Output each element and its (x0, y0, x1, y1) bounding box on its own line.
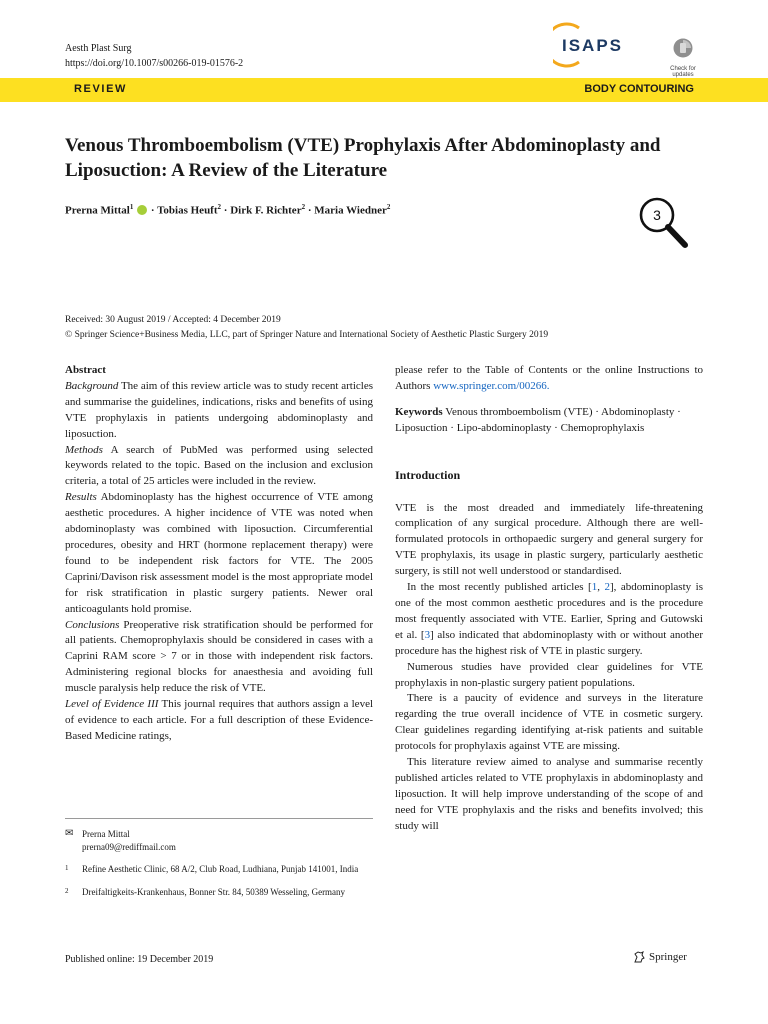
intro-paragraph: VTE is the most dreaded and immediately life-threatening complication of any surgical procedure. Although there are well-formulated protocols in orthopaedic surgery and general surgery for VTE prophylaxis, its usage in plastic surgery, particularly aesthetic surgery, is still not well understood or standardised. (395, 501, 703, 578)
author-affiliation-mark: 1 (129, 203, 134, 211)
level-of-evidence-magnifier-icon (630, 193, 696, 255)
abstract-background: Background The aim of this review article was to study recent articles and summarise the guidelines, indications, risks and benefits of using VTE prophylaxis in patients undergoing abdominoplasty and liposuction. (65, 379, 373, 440)
article-title: Venous Thromboembolism (VTE) Prophylaxis After Abdominoplasty and Liposuction: A Review of the Literature (65, 135, 661, 181)
affiliation-footnote (65, 863, 365, 876)
abstract-methods: Methods A search of PubMed was performed using selected keywords related to the topic. Based on the inclusion and exclusion criteria, a total of 25 articles were included in the review. (65, 443, 373, 488)
affiliation-text: Refine Aesthetic Clinic, 68 A/2, Club Road, Ludhiana, Punjab 141001, India (82, 864, 359, 874)
abstract-results: Results Abdominoplasty has the highest occurrence of VTE among aesthetic procedures. A higher incidence of VTE was noted when abdominoplasty was combined with liposuction. Circumferential procedures, obesity and HRT (hormone replacement therapy) were found to be independent risk factors for VTE. The 2005 Caprini/Davison risk assessment model is the most appropriate model for risk stratification in plastic surgery patients. Newer oral anticoagulants hold promise. (65, 491, 373, 615)
springer-logo (632, 950, 687, 964)
correspondence-email[interactable]: prerna09@rediffmail.com (82, 841, 176, 852)
check-for-updates-label: Check for updates (670, 66, 696, 78)
citation-link[interactable]: 3 (424, 628, 431, 641)
author-separator: · (223, 204, 228, 217)
intro-paragraph: There is a paucity of evidence and surveys in the literature regarding the true overall incidence of VTE in cosmetic surgery. Clear guidelines regarding identifying at-risk patients and suitable protocols for prophylaxis against VTE are missing. (395, 692, 703, 753)
doi-link[interactable]: https://doi.org/10.1007/s00266-019-01576-2 (65, 58, 244, 69)
correspondence-name: Prerna Mittal (82, 829, 130, 839)
intro-paragraph: In the most recently published articles [1, 2], abdominoplasty is one of the most common aesthetic procedures and is the procedure most frequently associated with VTE. Earlier, Spring and Gutowski et al. [3] also indicated that abdominoplasty with or without another procedure has the highest risk of VTE in plastic surgery. (395, 581, 703, 657)
copyright-line: © Springer Science+Business Media, LLC, part of Springer Nature and International Society of Aesthetic Plastic Surgery 2019 (65, 330, 549, 340)
right-column (395, 363, 703, 835)
affiliation-text: Dreifaltigkeits-Krankenhaus, Bonner Str. 84, 50389 Wesseling, Germany (82, 886, 346, 897)
publisher-name: Springer (649, 951, 687, 963)
footnotes (65, 828, 365, 908)
author-separator: · (150, 204, 155, 217)
affiliation-mark: 1 (65, 864, 69, 872)
section-label: REVIEW (74, 83, 127, 95)
article-dates (65, 313, 548, 343)
orcid-icon[interactable] (137, 205, 147, 215)
category-label: BODY CONTOURING (584, 83, 694, 95)
journal-info (65, 41, 243, 71)
intro-paragraph: This literature review aimed to analyse and summarise recently published articles related to VTE prophylaxis in abdominoplasty and liposuction. It will help improve understanding of the scope of and need for VTE prophylaxis and the risks and benefits involved; this study will (395, 756, 703, 832)
author-name[interactable]: Maria Wiedner (314, 204, 387, 217)
instructions-link[interactable]: www.springer.com/00266. (433, 379, 550, 392)
author-name[interactable]: Dirk F. Richter (230, 204, 302, 217)
keywords: Keywords Venous thromboembolism (VTE) · Abdominoplasty · Liposuction · Lipo-abdominoplasty · Chemoprophylaxis (395, 405, 681, 434)
abstract-continued: please refer to the Table of Contents or the online Instructions to Authors www.springer.com/00266. (395, 364, 703, 392)
isaps-logo (553, 20, 643, 70)
affiliation-footnote (65, 886, 365, 899)
journal-name: Aesth Plast Surg (65, 43, 132, 54)
abstract-column (65, 363, 373, 745)
check-for-updates-badge[interactable] (664, 37, 702, 78)
published-date: Published online: 19 December 2019 (65, 954, 214, 965)
correspondence-footnote (65, 828, 365, 853)
footnote-divider (65, 818, 373, 819)
abstract-level-of-evidence: Level of Evidence III This journal requires that authors assign a level of evidence to each article. For a full description of these Evidence-Based Medicine ratings, (65, 698, 374, 742)
abstract-heading: Abstract (65, 364, 106, 376)
citation-link[interactable]: 2 (604, 581, 610, 594)
citation-link[interactable]: 1 (591, 581, 598, 594)
author-affiliation-mark: 2 (386, 203, 391, 211)
level-of-evidence-number: 3 (653, 207, 661, 223)
author-affiliation-mark: 2 (301, 203, 306, 211)
author-list (65, 203, 390, 217)
introduction-heading: Introduction (395, 467, 461, 482)
isaps-logo-text: ISAPS (562, 36, 624, 55)
received-accepted-dates: Received: 30 August 2019 / Accepted: 4 December 2019 (65, 315, 281, 325)
abstract-conclusions: Conclusions Preoperative risk stratification should be performed for all patients. Chemoprophylaxis should be considered in cases with a Caprini RAM score > 7 or in those with independent risk factors. Administering regional blocks for anaesthesia and avoiding full muscle paralysis help reduce the risk of VTE. (65, 618, 373, 695)
author-separator: · (307, 204, 312, 217)
author-affiliation-mark: 2 (217, 203, 222, 211)
author-name[interactable]: Prerna Mittal (65, 204, 130, 217)
author-name[interactable]: Tobias Heuft (157, 204, 218, 217)
envelope-icon: ✉ (65, 828, 74, 839)
intro-paragraph: Numerous studies have provided clear guidelines for VTE prophylaxis in non-plastic surgery patient populations. (395, 660, 703, 689)
crossmark-icon (664, 37, 702, 59)
affiliation-mark: 2 (65, 886, 69, 895)
springer-horse-icon (632, 950, 646, 964)
